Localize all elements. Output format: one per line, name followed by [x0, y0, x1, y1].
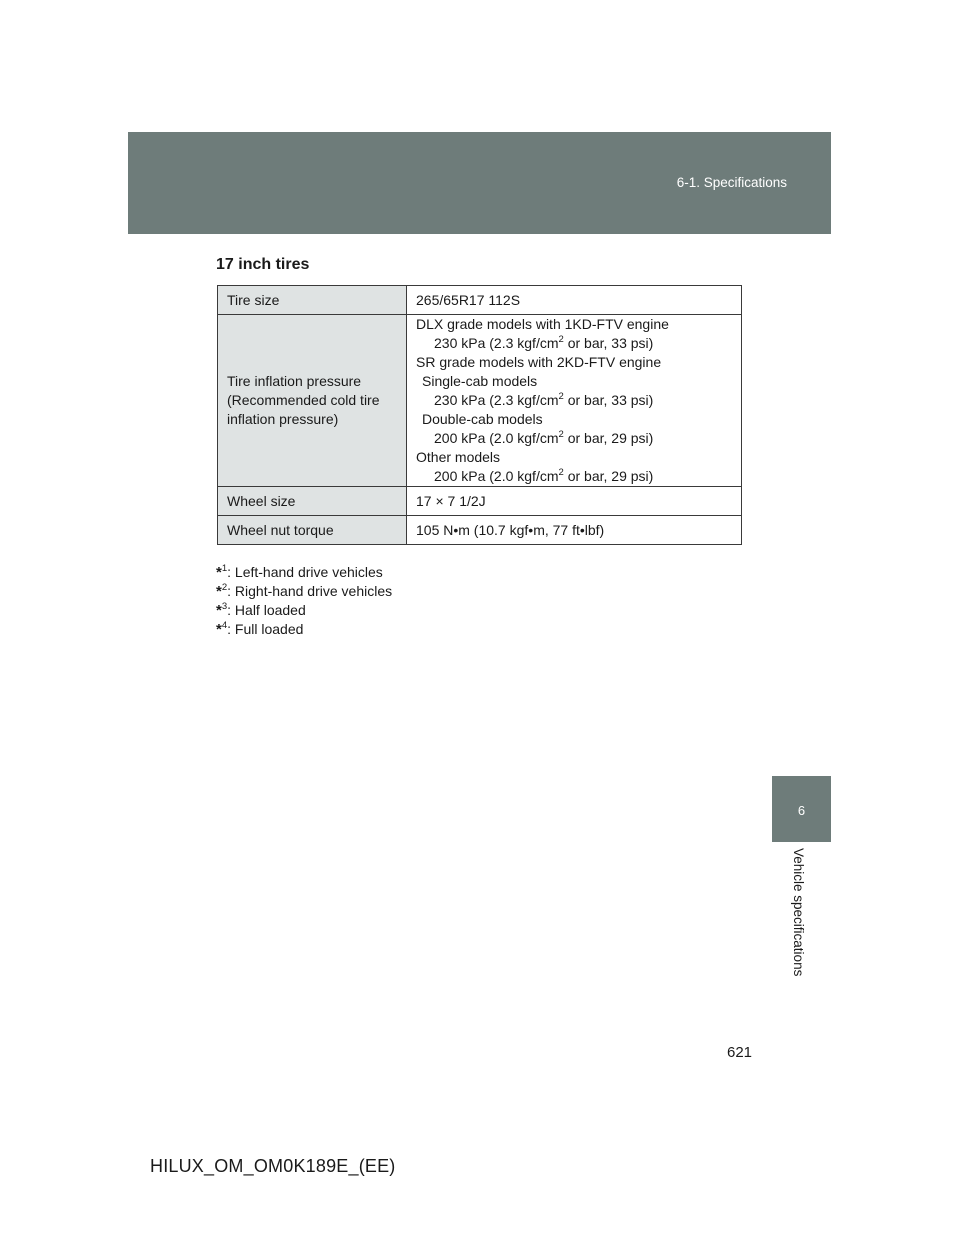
tire-spec-table — [217, 285, 742, 545]
pressure-group-heading: Other models — [416, 449, 501, 465]
footnote-number: 1 — [221, 563, 228, 574]
pressure-value-text: or bar, 33 psi) — [567, 335, 654, 351]
footnote-item — [216, 620, 392, 639]
wheel-size-label: Wheel size — [218, 487, 407, 516]
pressure-value-text: or bar, 29 psi) — [567, 468, 654, 484]
footnote-text: : Right-hand drive vehicles — [227, 583, 393, 599]
chapter-tab-label: Vehicle specifications — [791, 848, 806, 977]
footnote-item — [216, 601, 392, 620]
tire-pressure-label-line: Tire inflation pressure — [227, 373, 362, 389]
pressure-group-heading: DLX grade models with 1KD-FTV engine — [416, 316, 669, 332]
footnotes — [216, 563, 392, 639]
superscript-2: 2 — [558, 467, 564, 478]
chapter-header-band — [128, 132, 831, 234]
footnote-text: : Half loaded — [227, 602, 306, 618]
pressure-value-text: 230 kPa (2.3 kgf/cm — [434, 392, 559, 408]
table-row-tire-size — [218, 286, 742, 315]
wheel-nut-torque-label: Wheel nut torque — [218, 516, 407, 545]
pressure-value-line — [416, 334, 732, 353]
tire-pressure-label-line: (Recommended cold tire — [227, 392, 380, 408]
wheel-nut-torque-value: 105 N•m (10.7 kgf•m, 77 ft•lbf) — [407, 516, 742, 545]
footnote-number: 4 — [221, 620, 228, 631]
tire-size-label: Tire size — [218, 286, 407, 315]
section-title: 17 inch tires — [216, 256, 310, 273]
pressure-value-line — [416, 467, 732, 486]
chapter-tab-number: 6 — [797, 803, 806, 818]
footnote-item — [216, 582, 392, 601]
chapter-tab — [772, 776, 831, 842]
pressure-value-text: 200 kPa (2.0 kgf/cm — [434, 430, 559, 446]
footnote-asterisk: * — [216, 564, 222, 581]
superscript-2: 2 — [558, 391, 564, 402]
document-code: HILUX_OM_OM0K189E_(EE) — [150, 1156, 396, 1176]
footnote-asterisk: * — [216, 583, 222, 600]
pressure-value-text: or bar, 29 psi) — [567, 430, 654, 446]
tire-pressure-value — [407, 315, 742, 487]
pressure-subgroup-heading: Single-cab models — [422, 373, 538, 389]
footnote-asterisk: * — [216, 621, 222, 638]
wheel-size-value: 17 × 7 1/2J — [407, 487, 742, 516]
pressure-value-line — [416, 391, 732, 410]
footnote-item — [216, 563, 392, 582]
pressure-value-text: or bar, 33 psi) — [567, 392, 654, 408]
pressure-value-text: 230 kPa (2.3 kgf/cm — [434, 335, 559, 351]
pressure-subgroup-heading: Double-cab models — [422, 411, 543, 427]
table-row-wheel-nut-torque — [218, 516, 742, 545]
section-header-title: 6-1. Specifications — [676, 175, 787, 190]
table-row-wheel-size — [218, 487, 742, 516]
footnote-number: 3 — [221, 601, 228, 612]
tire-pressure-label-line: inflation pressure) — [227, 411, 339, 427]
footnote-number: 2 — [221, 582, 228, 593]
footnote-asterisk: * — [216, 602, 222, 619]
tire-size-value: 265/65R17 112S — [407, 286, 742, 315]
footnote-text: : Full loaded — [227, 621, 304, 637]
pressure-value-line — [416, 429, 732, 448]
pressure-value-text: 200 kPa (2.0 kgf/cm — [434, 468, 559, 484]
pressure-group-heading: SR grade models with 2KD-FTV engine — [416, 354, 662, 370]
tire-pressure-label — [218, 315, 407, 487]
superscript-2: 2 — [558, 334, 564, 345]
table-row-tire-pressure — [218, 315, 742, 487]
superscript-2: 2 — [558, 429, 564, 440]
footnote-text: : Left-hand drive vehicles — [227, 564, 383, 580]
page-number: 621 — [727, 1044, 753, 1061]
